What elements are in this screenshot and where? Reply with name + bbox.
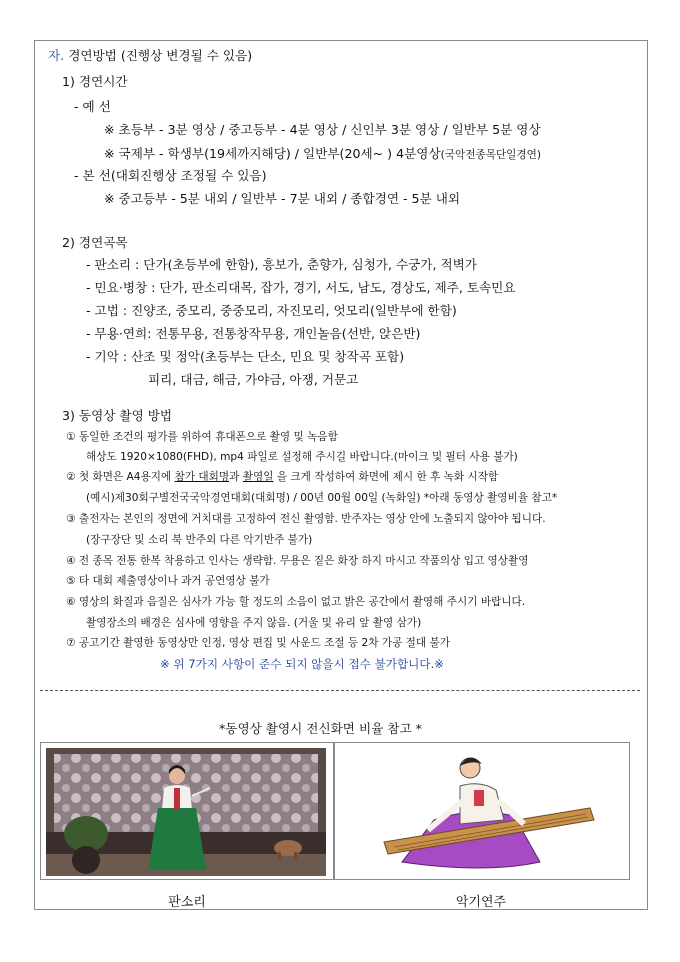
s3-line9: ⑥ 영상의 화질과 음질은 심사가 가능 할 정도의 소음이 없고 밝은 공간에서 촬영해 주시기 바랍니다. [66,596,526,608]
dashed-separator [40,690,640,691]
section-heading [48,50,252,63]
s3-line7: ④ 전 종목 전통 한복 착용하고 인사는 생략함. 무용은 짙은 화장 하지 마시고 작품의상 입고 영상촬영 [66,555,529,567]
s3-heading: 3) 동영상 촬영 방법 [62,408,173,423]
s2-heading: 2) 경연곡목 [62,235,128,250]
s2-item-muyong: - 무용·연희: 전통무용, 전통창작무용, 개인놀음(선반, 앉은반) [86,326,421,341]
s3-line4: (예시)제30회구별전국국악경연대회(대회명) / 00년 00월 00일 (녹화일) *아래 동영상 촬영비율 참고* [86,492,558,504]
section-title: 경연방법 (진행상 변경될 수 있음) [68,48,253,63]
section-marker: 자. [48,48,65,63]
s2-item-giak-cont: 피리, 대금, 해금, 가야금, 아쟁, 거문고 [148,372,359,387]
s1-prelim-line2 [104,148,541,161]
s2-item-gobeop: - 고법 : 진양조, 중모리, 중중모리, 자진모리, 엇모리(일반부에 한함) [86,303,457,318]
s1-heading: 1) 경연시간 [62,74,128,89]
ratio-title: *동영상 촬영시 전신화면 비율 참고 * [219,721,422,736]
s3-line1: ① 동일한 조건의 평가를 위하여 휴대폰으로 촬영 및 녹음함 [66,431,338,443]
s3-line3-event-name: 참가 대회명 [174,471,230,483]
s2-item-pansori: - 판소리 : 단가(초등부에 한함), 흥보가, 춘향가, 심청가, 수궁가, 적벽가 [86,257,477,272]
s3-line2: 해상도 1920×1080(FHD), mp4 파일로 설정해 주시길 바랍니다.(마이크 및 필터 사용 불가) [86,451,518,463]
s1-final-line1: ※ 중고등부 - 5분 내외 / 일반부 - 7분 내외 / 종합경연 - 5분 내외 [104,191,461,206]
s3-line3-c: 과 [229,471,243,483]
s2-item-minyo: - 민요·병창 : 단가, 판소리대목, 잡가, 경기, 서도, 남도, 경상도, 제주, 토속민요 [86,280,516,295]
s3-line10: 촬영장소의 배경은 심사에 영향을 주지 않음. (거울 및 유리 앞 촬영 삼가) [86,617,422,629]
s1-prelim: - 예 선 [74,99,111,114]
instrument-illustration [364,750,604,874]
s3-line3-e: 을 크게 작성하여 화면에 제시 한 후 녹화 시작함 [273,471,499,483]
s3-line5: ③ 출전자는 본인의 정면에 거치대를 고정하여 전신 촬영함. 반주자는 영상 안에 노출되지 않아야 됩니다. [66,513,546,525]
caption-pansori: 판소리 [168,895,206,910]
s3-line11: ⑦ 공고기간 촬영한 동영상만 인정, 영상 편집 및 사운드 조절 등 2차 가공 절대 불가 [66,637,450,649]
pansori-photo [46,748,326,876]
s3-notice: ※ 위 7가지 사항이 준수 되지 않을시 접수 불가합니다.※ [160,657,444,671]
s2-item-giak: - 기악 : 산조 및 정악(초등부는 단소, 민요 및 창작곡 포함) [86,349,405,364]
s1-prelim-line2-main: ※ 국제부 - 학생부(19세까지해당) / 일반부(20세~ ) 4분영상 [104,146,441,161]
s3-line3-a: ② 첫 화면은 A4용지에 [66,471,175,483]
caption-instrument: 악기연주 [455,895,507,910]
s3-line3 [66,472,498,483]
s1-prelim-line1: ※ 초등부 - 3분 영상 / 중고등부 - 4분 영상 / 신인부 3분 영상 / 일반부 5분 영상 [104,122,541,137]
s1-final: - 본 선(대회진행상 조정될 수 있음) [74,168,267,183]
s3-line6: (장구장단 및 소리 북 반주외 다른 악기반주 불가) [86,534,313,546]
s3-line8: ⑤ 타 대회 제출영상이나 과거 공연영상 불가 [66,575,270,587]
s1-prelim-line2-note: (국악전종목단일경연) [440,149,541,161]
s3-line3-date: 촬영일 [242,471,274,483]
